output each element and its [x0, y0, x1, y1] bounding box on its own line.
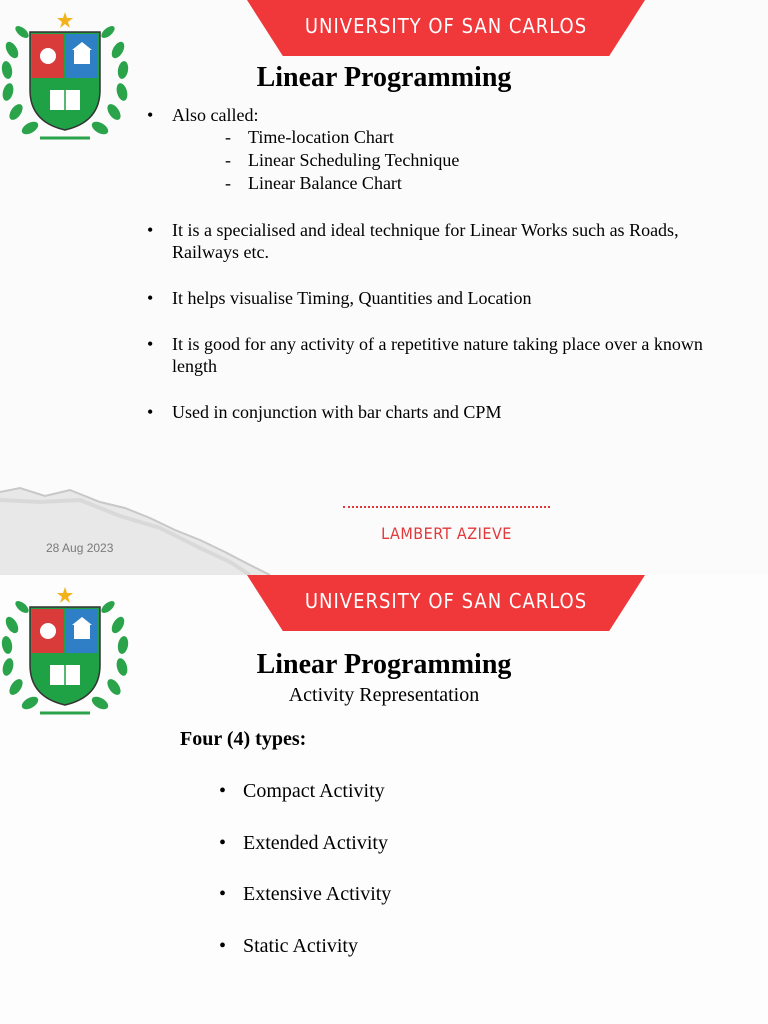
slide-2	[0, 575, 768, 1024]
list-item: • Used in conjunction with bar charts and CPM	[147, 401, 707, 423]
alias-item: - Time-location Chart	[172, 126, 707, 149]
list-item: • Extended Activity	[219, 830, 391, 882]
alias-item: - Linear Balance Chart	[172, 172, 707, 195]
dotted-divider	[343, 506, 550, 508]
banner-text: UNIVERSITY OF SAN CARLOS	[304, 14, 588, 38]
list-item	[147, 104, 707, 195]
types-heading: Four (4) types:	[180, 728, 307, 750]
slide-title: Linear Programming	[256, 649, 512, 680]
slide-subtitle: Activity Representation	[288, 684, 480, 706]
list-item: • Extensive Activity	[219, 881, 391, 933]
also-called-label: Also called:	[172, 105, 259, 125]
list-item: • Compact Activity	[219, 778, 391, 830]
list-item: • Static Activity	[219, 933, 391, 985]
alias-item: - Linear Scheduling Technique	[172, 149, 707, 172]
banner-text: UNIVERSITY OF SAN CARLOS	[304, 589, 588, 613]
activity-types-list	[219, 778, 391, 984]
list-item: • It helps visualise Timing, Quantities and Location	[147, 287, 707, 309]
list-item: • It is good for any activity of a repetitive nature taking place over a known length	[147, 333, 707, 377]
list-item: • It is a specialised and ideal technique for Linear Works such as Roads, Railways etc.	[147, 219, 707, 263]
bullet-list	[147, 104, 707, 423]
alias-list	[172, 126, 707, 195]
torn-paper-decoration	[0, 470, 300, 575]
author-name: LAMBERT AZIEVE	[381, 524, 512, 543]
slide-title: Linear Programming	[256, 62, 512, 93]
date-label: 28 Aug 2023	[46, 541, 114, 555]
